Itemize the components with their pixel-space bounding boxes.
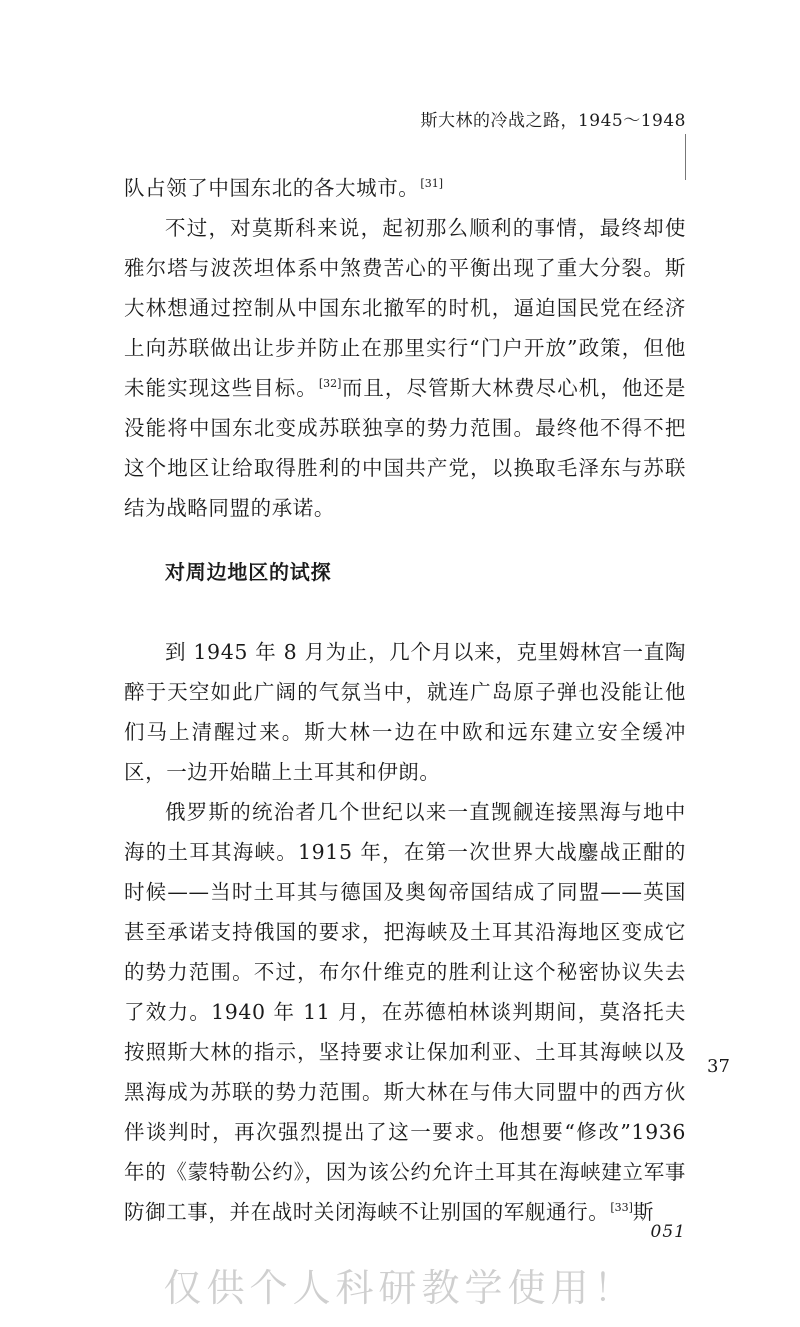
paragraph-text: 俄罗斯的统治者几个世纪以来一直觊觎连接黑海与地中海的土耳其海峡。1915 年，在第一次世界大战鏖战正酣的时候——当时土耳其与德国及奥匈帝国结成了同盟——英国甚至承诺支持俄国的要求，把海峡及土耳其沿海地区变成它的势力范围。不过，布尔什维克的胜利让这个秘密协议失去了效力。1940 年 11 月，在苏德柏林谈判期间，莫洛托夫按照斯大林的指示，坚持要求让保加利亚、土耳其海峡以及黑海成为苏联的势力范围。斯大林在与伟大同盟中的西方伙伴谈判时，再次强烈提出了这一要求。他想要“修改”1936 年的《蒙特勒公约》，因为该公约允许土耳其在海峡建立军事防御工事，并在战时关闭海峡不让别国的军舰通行。: [124, 800, 686, 1224]
body-text-top: [124, 168, 686, 528]
paragraph-1: [124, 168, 686, 208]
footnote-ref-31[interactable]: [31]: [420, 177, 443, 191]
page-number: 051: [650, 1222, 686, 1242]
footnote-ref-32[interactable]: [32]: [318, 377, 342, 391]
paragraph-text-continued: 斯: [632, 1200, 655, 1224]
running-header: 斯大林的冷战之路，1945～1948: [420, 106, 686, 131]
footnote-ref-33[interactable]: [33]: [610, 1201, 633, 1215]
paragraph-text: 到 1945 年 8 月为止，几个月以来，克里姆林宫一直陶醉于天空如此广阔的气氛当中，就连广岛原子弹也没能让他们马上清醒过来。斯大林一边在中欧和远东建立安全缓冲区，一边开始瞄上土耳其和伊朗。: [124, 640, 686, 784]
watermark: 仅供个人科研教学使用！: [163, 1266, 637, 1310]
paragraph-2: [124, 208, 686, 528]
section-heading: 对周边地区的试探: [165, 560, 332, 584]
paragraph-text: 队占领了中国东北的各大城市。: [124, 176, 420, 200]
paragraph-text: 不过，对莫斯科来说，起初那么顺利的事情，最终却使雅尔塔与波茨坦体系中煞费苦心的平衡出现了重大分裂。斯大林想通过控制从中国东北撤军的时机，逼迫国民党在经济上向苏联做出让步并防止在那里实行“门户开放”政策，但他未能实现这些目标。: [124, 216, 686, 400]
paragraph-4: [124, 792, 686, 1232]
original-page-marker: 37: [707, 1056, 730, 1077]
paragraph-3: [124, 632, 686, 792]
paragraph-text-continued: 而且，尽管斯大林费尽心机，他还是没能将中国东北变成苏联独享的势力范围。最终他不得不把这个地区让给取得胜利的中国共产党，以换取毛泽东与苏联结为战略同盟的承诺。: [124, 376, 686, 520]
body-text-bottom: [124, 632, 686, 1232]
